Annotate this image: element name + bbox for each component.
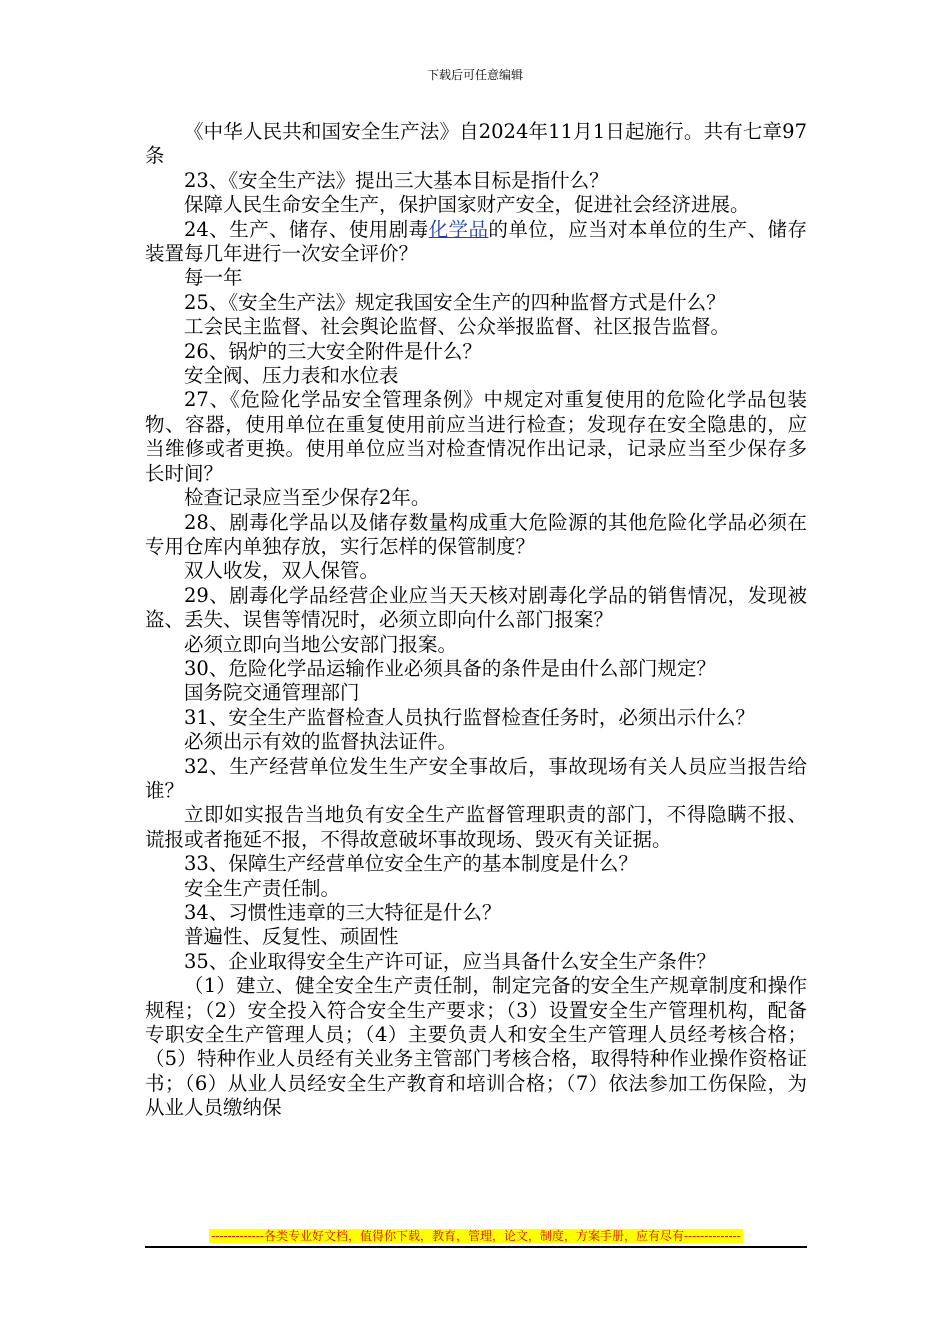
question-30: 30、危险化学品运输作业必须具备的条件是由什么部门规定？ [184,656,716,680]
answer-27: 检查记录应当至少保存2年。 [184,486,431,510]
question-24 [145,218,807,267]
question-32: 32、生产经营单位发生生产安全事故后，事故现场有关人员应当报告给谁？ [145,754,807,802]
answer-23: 保障人民生命安全生产，保护国家财产安全，促进社会经济进展。 [184,193,750,217]
footer-banner [145,1226,807,1248]
question-24-text-start: 24、生产、储存、使用剧毒 [184,217,429,241]
question-34: 34、习惯性违章的三大特征是什么？ [184,901,502,924]
question-31: 31、安全生产监督检查人员执行监督检查任务时，必须出示什么？ [184,705,755,729]
answer-28: 双人收发，双人保管。 [184,559,380,583]
answer-29: 必须立即向当地公安部门报案。 [184,632,458,656]
answer-26: 安全阀、压力表和水位表 [184,364,399,388]
answer-31: 必须出示有效的监督执法证件。 [184,730,458,754]
answer-34: 普遍性、反复性、顽固性 [184,925,399,949]
answer-35: （1）建立、健全安全生产责任制，制定完备的安全生产规章制度和操作规程；（2）安全投入符合安全生产要求；（3）设置安全生产管理机构，配备专职安全生产管理人员；（4）主要负责人和安全生产管理人员经考核合格；（5）特种作业人员经有关业务主管部门考核合格，取得特种作业操作资格证书；（6）从业人员经安全生产教育和培训合格；（7）依法参加工伤保险，为从业人员缴纳保 [145,974,807,1120]
question-29: 29、剧毒化学品经营企业应当天天核对剧毒化学品的销售情况，发现被盗、丢失、误售等情况时，必须立即向什么部门报案？ [145,583,807,632]
chemicals-link[interactable]: 化学品 [428,217,489,241]
question-25: 25、《安全生产法》规定我国安全生产的四种监督方式是什么？ [184,290,726,314]
page-header: 下载后可任意编辑 [426,68,523,82]
question-26: 26、锅炉的三大安全附件是什么？ [184,339,482,363]
question-28: 28、剧毒化学品以及储存数量构成重大危险源的其他危险化学品必须在专用仓库内单独存放，实行怎样的保管制度？ [145,510,807,558]
question-23: 23、《安全生产法》提出三大基本目标是指什么？ [184,168,609,192]
footer-banner-text: -------------各类专业好文档，值得你下载，教育，管理，论文，制度，方案手册，应有尽有-------------- [211,1229,741,1243]
answer-25: 工会民主监督、社会舆论监督、公众举报监督、社区报告监督。 [184,315,731,339]
question-24-text-end: 的单位，应当对本单位的生产、储存装置每几年进行一次安全评价？ [145,217,807,266]
question-35: 35、企业取得安全生产许可证，应当具备什么安全生产条件？ [184,949,716,973]
question-33: 33、保障生产经营单位安全生产的基本制度是什么？ [184,852,638,876]
answer-33: 安全生产责任制。 [184,876,341,900]
answer-24: 每一年 [184,266,243,290]
question-27: 27、《危险化学品安全管理条例》中规定对重复使用的危险化学品包装物、容器，使用单位在重复使用前应当进行检查；发现存在安全隐患的，应当维修或者更换。使用单位应当对检查情况作出记录，记录应当至少保存多长时间？ [145,388,807,485]
document-body [145,120,807,1121]
answer-32: 立即如实报告当地负有安全生产监督管理职责的部门，不得隐瞒不报、谎报或者拖延不报，不得故意破坏事故现场、毁灭有关证据。 [145,803,807,851]
intro-paragraph: 《中华人民共和国安全生产法》自2024年11月1日起施行。共有七章97条 [145,120,807,168]
answer-30: 国务院交通管理部门 [184,681,360,705]
